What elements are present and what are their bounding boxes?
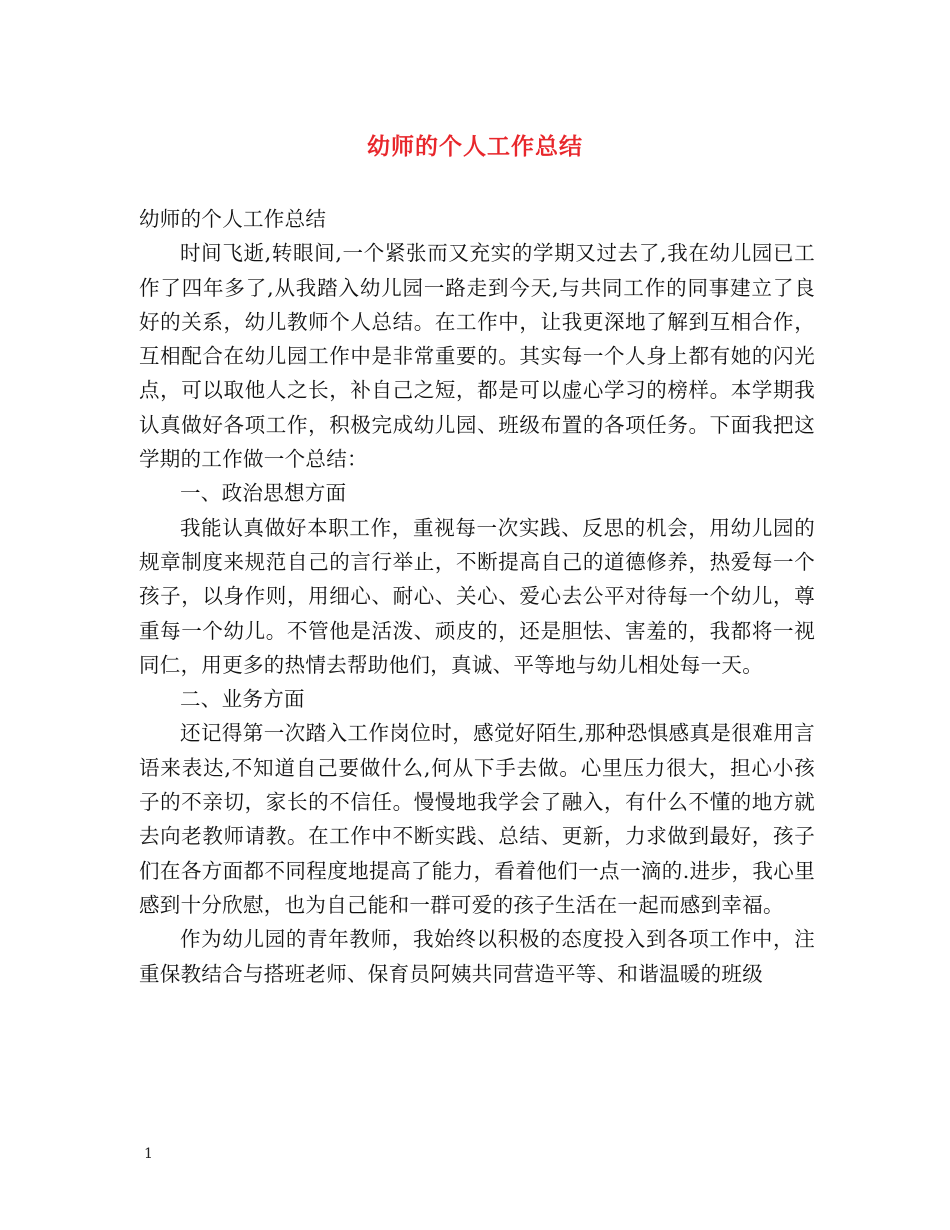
- document-body: [139, 202, 815, 991]
- section-heading-politics: 一、政治思想方面: [180, 481, 347, 506]
- subtitle-paragraph: 幼师的个人工作总结: [139, 207, 327, 231]
- section-heading-business: 二、业务方面: [180, 687, 305, 712]
- business-paragraph: 还记得第一次踏入工作岗位时，感觉好陌生,那种恐惧感真是很难用言语来表达,不知道自己要做什么,何从下手去做。心里压力很大，担心小孩子的不亲切，家长的不信任。慢慢地我学会了融入，有什么不懂的地方就去向老教师请教。在工作中不断实践、总结、更新，力求做到最好，孩子们在各方面都不同程度地提高了能力，看着他们一点一滴的.进步，我心里感到十分欣慰，也为自己能和一群可爱的孩子生活在一起而感到幸福。: [139, 721, 815, 917]
- page-number: 1: [144, 1146, 153, 1162]
- politics-paragraph: 我能认真做好本职工作，重视每一次实践、反思的机会，用幼儿园的规章制度来规范自己的言行举止，不断提高自己的道德修养，热爱每一个孩子，以身作则，用细心、耐心、关心、爱心去公平对待每一个幼儿，尊重每一个幼儿。不管他是活泼、顽皮的，还是胆怯、害羞的，我都将一视同仁，用更多的热情去帮助他们，真诚、平等地与幼儿相处每一天。: [139, 515, 815, 677]
- youth-teacher-paragraph: 作为幼儿园的青年教师，我始终以积极的态度投入到各项工作中，注重保教结合与搭班老师、保育员阿姨共同营造平等、和谐温暖的班级: [139, 927, 815, 986]
- intro-paragraph: 时间飞逝,转眼间,一个紧张而又充实的学期又过去了,我在幼儿园已工作了四年多了,从我踏入幼儿园一路走到今天,与共同工作的同事建立了良好的关系，幼儿教师个人总结。在工作中，让我更深地了解到互相合作，互相配合在幼儿园工作中是非常重要的。其实每一个人身上都有她的闪光点，可以取他人之长，补自己之短，都是可以虚心学习的榜样。本学期我认真做好各项工作，积极完成幼儿园、班级布置的各项任务。下面我把这学期的工作做一个总结：: [139, 241, 815, 472]
- document-title: 幼师的个人工作总结: [367, 134, 583, 160]
